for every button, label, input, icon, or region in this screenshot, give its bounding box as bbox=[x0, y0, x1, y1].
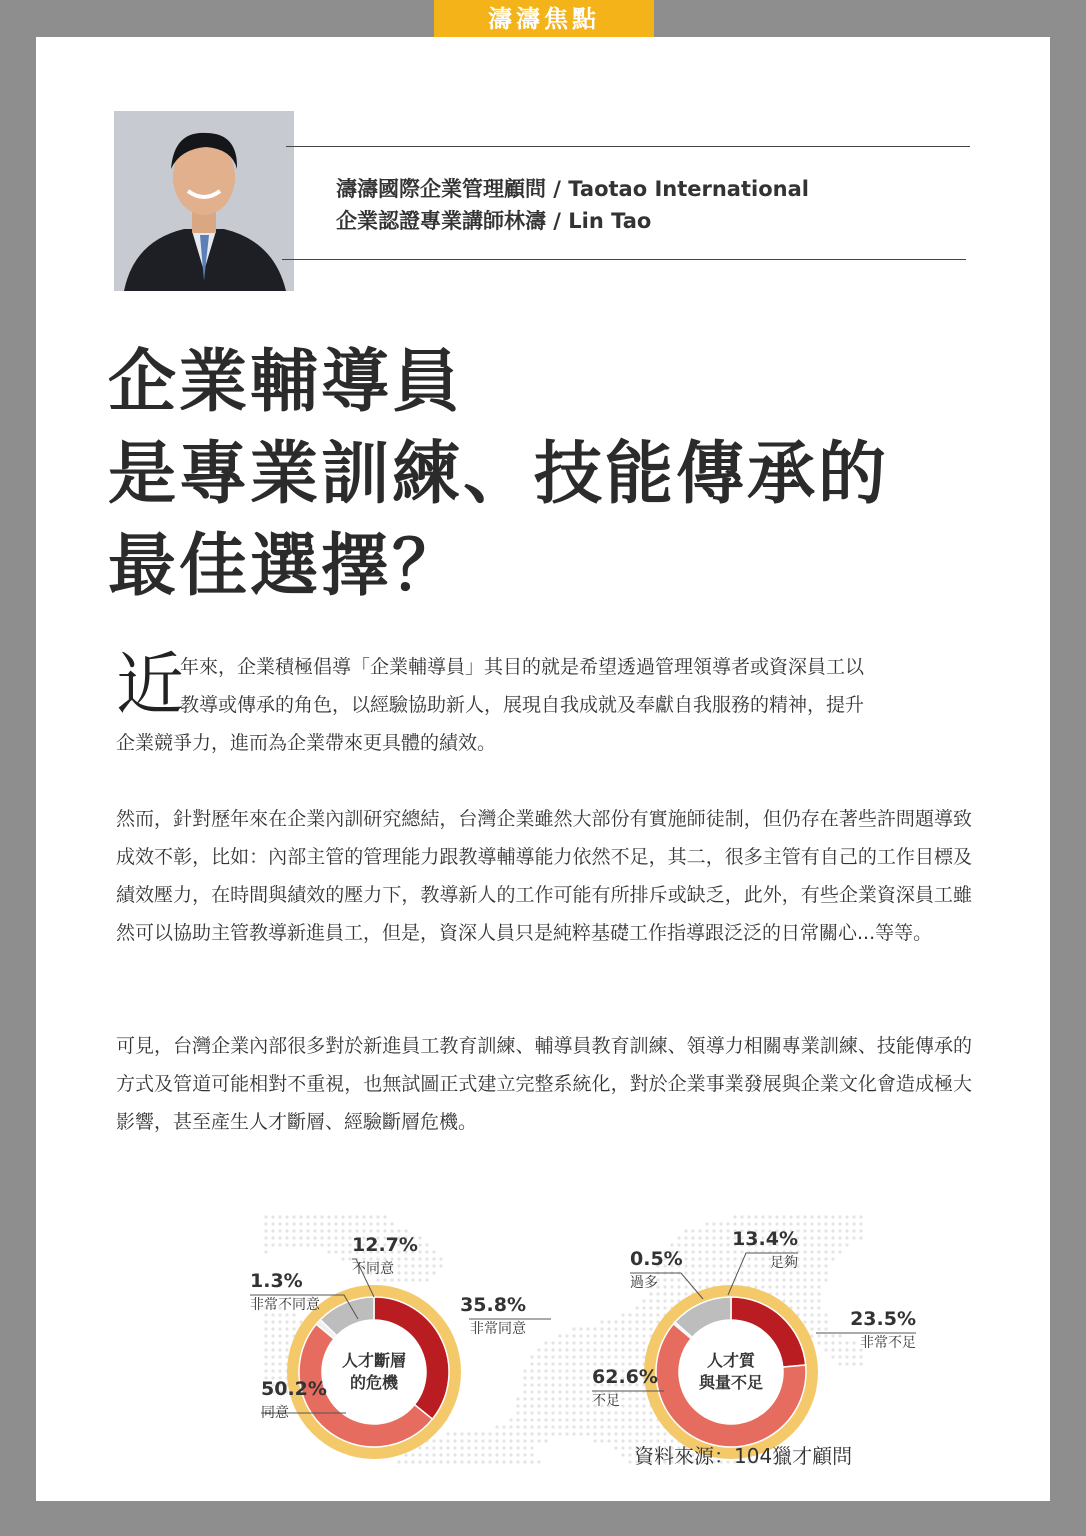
slice-value-label: 23.5% bbox=[850, 1308, 916, 1330]
donut-center-label: 與量不足 bbox=[698, 1373, 764, 1392]
paragraph-1-line-3: 企業競爭力，進而為企業帶來更具體的績效。 bbox=[116, 732, 497, 754]
article-page bbox=[36, 37, 1050, 1501]
donut-center-label: 人才質 bbox=[706, 1351, 756, 1370]
slice-value-label: 0.5% bbox=[630, 1248, 683, 1270]
author-portrait bbox=[114, 111, 294, 291]
slice-category-label: 非常不同意 bbox=[250, 1297, 320, 1313]
slice-value-label: 35.8% bbox=[460, 1294, 526, 1316]
donut-hole bbox=[679, 1320, 783, 1424]
slice-category-label: 不同意 bbox=[352, 1261, 394, 1277]
paragraph-1 bbox=[116, 648, 972, 762]
article-title bbox=[108, 337, 889, 613]
paragraph-1-line-2: 教導或傳承的角色，以經驗協助新人，展現自我成就及奉獻自我服務的精神，提升 bbox=[180, 694, 865, 716]
section-tag: 濤濤焦點 bbox=[434, 0, 654, 37]
drop-cap: 近 bbox=[116, 646, 185, 725]
title-line-2: 是專業訓練、技能傳承的 bbox=[108, 435, 890, 514]
author-rule-bottom bbox=[282, 259, 966, 260]
slice-category-label: 過多 bbox=[630, 1275, 658, 1291]
title-line-3: 最佳選擇？ bbox=[108, 527, 464, 606]
slice-category-label: 不足 bbox=[592, 1393, 620, 1409]
slice-value-label: 62.6% bbox=[592, 1366, 658, 1388]
donut-chart-talent-gap bbox=[250, 1234, 551, 1459]
data-source: 資料來源：104獵才顧問 bbox=[634, 1444, 853, 1468]
donut-chart-talent-shortage bbox=[592, 1228, 916, 1459]
slice-value-label: 12.7% bbox=[352, 1234, 418, 1256]
slice-value-label: 13.4% bbox=[732, 1228, 798, 1250]
paragraph-2: 然而，針對歷年來在企業內訓研究總結，台灣企業雖然大部份有實施師徒制，但仍存在著些許問題導致成效不彰，比如：內部主管的管理能力跟教導輔導能力依然不足，其二，很多主管有自己的工作目標及績效壓力，在時間與績效的壓力下，教導新人的工作可能有所排斥或缺乏，此外，有些企業資深員工雖然可以協助主管教導新進員工，但是，資深人員只是純粹基礎工作指導跟泛泛的日常關心...等等。 bbox=[116, 808, 972, 944]
author-rule-top bbox=[286, 146, 970, 147]
slice-category-label: 足夠 bbox=[770, 1255, 798, 1271]
slice-value-label: 1.3% bbox=[250, 1270, 303, 1292]
charts-svg bbox=[206, 1177, 916, 1477]
author-avatar bbox=[114, 111, 294, 291]
slice-category-label: 非常同意 bbox=[470, 1321, 526, 1337]
donut-hole bbox=[322, 1320, 426, 1424]
slice-category-label: 非常不足 bbox=[860, 1335, 916, 1351]
paragraph-3: 可見，台灣企業內部很多對於新進員工教育訓練、輔導員教育訓練、領導力相關專業訓練、技能傳承的方式及管道可能相對不重視，也無試圖正式建立完整系統化，對於企業事業發展與企業文化會造成極大影響，甚至產生人才斷層、經驗斷層危機。 bbox=[116, 1035, 972, 1133]
slice-value-label: 50.2% bbox=[261, 1378, 327, 1400]
slice-category-label: 同意 bbox=[261, 1405, 289, 1421]
donut-center-label: 人才斷層 bbox=[341, 1351, 407, 1370]
author-line-2: 企業認證專業講師林濤 / Lin Tao bbox=[336, 209, 652, 233]
author-info bbox=[336, 173, 809, 237]
author-line-1: 濤濤國際企業管理顧問 / Taotao International bbox=[336, 177, 809, 201]
donut-center-label: 的危機 bbox=[349, 1373, 399, 1392]
paragraph-1-line-1: 年來，企業積極倡導「企業輔導員」其目的就是希望透過管理領導者或資深員工以 bbox=[180, 656, 865, 678]
donut-charts bbox=[206, 1177, 916, 1477]
title-line-1: 企業輔導員 bbox=[108, 343, 464, 422]
